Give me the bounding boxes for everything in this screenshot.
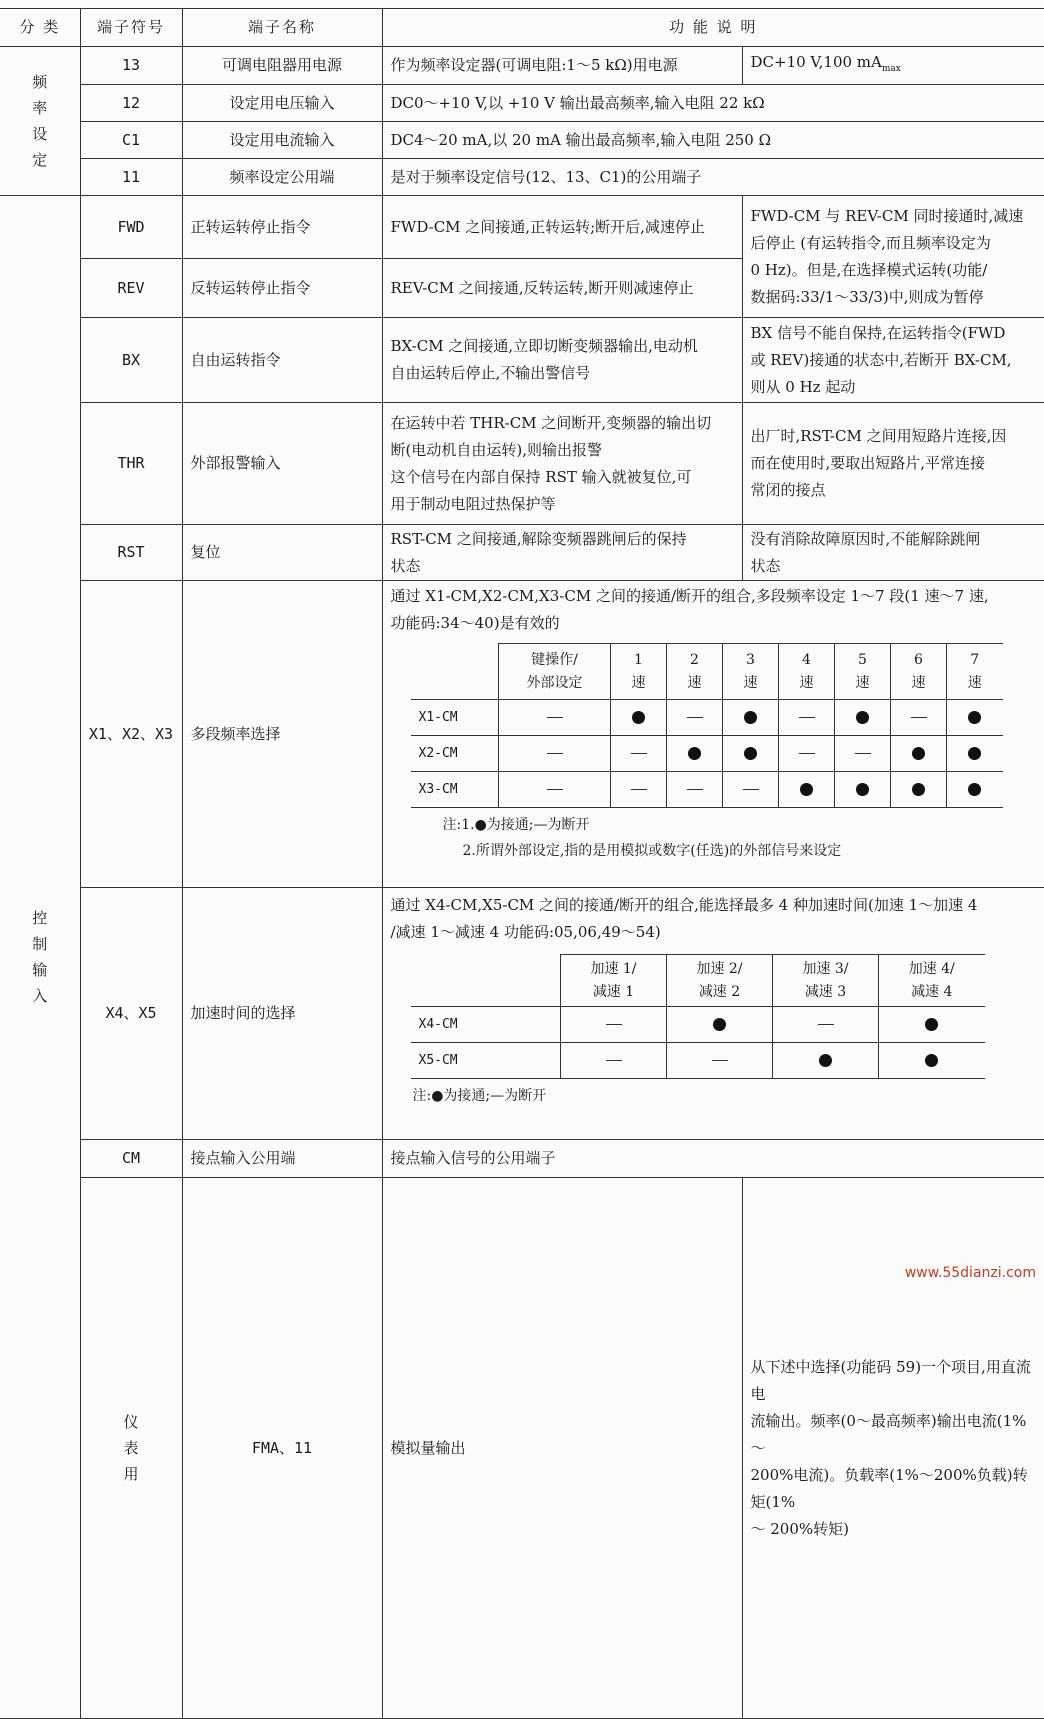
speed-row-label: X2-CM (411, 736, 499, 772)
speed-cell (835, 700, 891, 736)
symbol-12: 12 (80, 85, 182, 122)
name-fwd: 正转运转停止指令 (182, 196, 382, 259)
off-dash (606, 1024, 622, 1025)
speed-unit: 速 (687, 674, 702, 691)
desc-fma (742, 1178, 1044, 1719)
speed-col-header (835, 644, 891, 700)
desc-rst (382, 525, 742, 581)
on-dot (912, 783, 925, 796)
on-dot (856, 783, 869, 796)
desc-cm: 接点输入信号的公用端子 (382, 1140, 1044, 1178)
speed-col-header (667, 644, 723, 700)
symbol-rst: RST (80, 525, 182, 581)
multi-speed-note-1: 注:1.●为接通;—为断开 (442, 817, 590, 833)
symbol-bx: BX (80, 318, 182, 403)
on-dot (968, 747, 981, 760)
note-thr-line: 而在使用时,要取出短路片,平常连接 (750, 454, 986, 472)
desc-thr-line: 断(电动机自由运转),则输出报警 (390, 440, 602, 459)
decel-line: 减速 4 (911, 983, 953, 1000)
on-dot (744, 747, 757, 760)
speed-unit: 速 (911, 674, 926, 691)
symbol-fma: FMA、11 (182, 1178, 382, 1719)
note-rst (742, 525, 1044, 581)
desc-x45 (382, 888, 1044, 1140)
speed-num: 6 (914, 651, 923, 668)
desc-12: DC0～+10 V,以 +10 V 输出最高频率,输入电阻 22 kΩ (382, 85, 1044, 122)
speed-row (411, 700, 1003, 736)
inner-corner (411, 644, 499, 700)
table-row (0, 159, 1044, 196)
accel-line: 加速 1/ (590, 960, 637, 977)
desc-fma-line: 流输出。频率(0～最高频率)输出电流(1%～ (750, 1411, 1027, 1457)
note-fwd-rev-line: 后停止 (有运转指令,而且频率设定为 (750, 233, 991, 252)
speed-cell (611, 772, 667, 808)
accel-line: 加速 2/ (696, 960, 743, 977)
speed-col-header (611, 644, 667, 700)
accel-note: 注:●为接通;—为断开 (412, 1088, 547, 1104)
speed-num: 1 (634, 651, 643, 668)
speed-col-header (891, 644, 947, 700)
off-dash (855, 753, 871, 754)
accel-row (411, 1007, 985, 1043)
note-13 (742, 47, 1044, 85)
note-13-sub: max (881, 63, 901, 74)
decel-line: 减速 2 (698, 983, 741, 1000)
desc-thr-line: 这个信号在内部自保持 RST 输入就被复位,可 (390, 467, 692, 486)
accel-cell (667, 1007, 773, 1043)
off-dash (687, 717, 703, 718)
note-bx-line: 或 REV)接通的状态中,若断开 BX-CM, (750, 350, 1012, 369)
speed-num: 2 (690, 651, 699, 668)
desc-x45-line: 通过 X4-CM,X5-CM 之间的接通/断开的组合,能选择最多 4 种加速时间(加速 1～加速 4 (390, 896, 978, 914)
note-rst-line: 状态 (750, 556, 781, 575)
note-bx-line: BX 信号不能自保持,在运转指令(FWD (750, 323, 1006, 342)
watermark: www.55dianzi.com (904, 1265, 1036, 1281)
desc-fma-line: 200%电流)。负载率(1%～200%负载)转矩(1% (750, 1465, 1028, 1511)
symbol-13: 13 (80, 47, 182, 85)
speed-unit: 速 (743, 674, 758, 691)
accel-cell (667, 1043, 773, 1079)
on-dot (632, 711, 645, 724)
speed-cell (723, 772, 779, 808)
speed-cell (611, 700, 667, 736)
header-symbol: 端子符号 (80, 9, 182, 47)
on-dot (800, 783, 813, 796)
desc-13: 作为频率设定器(可调电阻:1～5 kΩ)用电源 (382, 47, 742, 85)
accel-cell (773, 1007, 879, 1043)
speed-cell (667, 772, 723, 808)
group-control-label: 控制输入 (32, 908, 48, 1005)
group-control (0, 196, 80, 1719)
name-c1: 设定用电流输入 (182, 122, 382, 159)
desc-bx-line: 自由运转后停止,不输出警信号 (390, 364, 591, 382)
name-x123: 多段频率选择 (182, 581, 382, 888)
multi-speed-note-2: 2.所谓外部设定,指的是用模拟或数字(任选)的外部信号来设定 (462, 843, 842, 859)
symbol-11: 11 (80, 159, 182, 196)
note-thr-line: 出厂时,RST-CM 之间用短路片连接,因 (750, 427, 1007, 445)
speed-cell (667, 736, 723, 772)
accel-cell (879, 1007, 985, 1043)
speed-cell (835, 772, 891, 808)
terminal-function-table (0, 8, 1044, 1719)
desc-x123-line: 功能码:34～40)是有效的 (390, 614, 560, 632)
speed-row-label: X1-CM (411, 700, 499, 736)
accel-col-header (773, 955, 879, 1007)
on-dot (819, 1054, 832, 1067)
desc-11: 是对于频率设定信号(12、13、C1)的公用端子 (382, 159, 1044, 196)
note-13-main: DC+10 V,100 mA (750, 52, 882, 71)
group-freq (0, 47, 80, 196)
symbol-cm: CM (80, 1140, 182, 1178)
on-dot (856, 711, 869, 724)
speed-col-header (947, 644, 1003, 700)
off-dash (606, 1060, 622, 1061)
speed-cell (947, 772, 1003, 808)
speed-row (411, 736, 1003, 772)
speed-cell (723, 700, 779, 736)
note-bx-line: 则从 0 Hz 起动 (750, 377, 856, 396)
off-dash (687, 789, 703, 790)
inner-header-row (411, 955, 985, 1007)
on-dot (968, 711, 981, 724)
decel-line: 减速 1 (592, 983, 635, 1000)
header-function: 功 能 说 明 (382, 9, 1044, 47)
desc-x123 (382, 581, 1044, 888)
accel-cell (561, 1007, 667, 1043)
desc-x45-line: /减速 1～减速 4 功能码:05,06,49～54) (390, 923, 661, 941)
desc-bx-line: BX-CM 之间接通,立即切断变频器输出,电动机 (390, 337, 698, 355)
speed-cell (499, 700, 611, 736)
group-meter (80, 1178, 182, 1719)
off-dash (631, 753, 647, 754)
inner-corner (411, 955, 561, 1007)
speed-cell (611, 736, 667, 772)
off-dash (547, 753, 563, 754)
accel-time-body (411, 1007, 985, 1079)
key-operation-header (499, 644, 611, 700)
accel-time-table (411, 954, 985, 1079)
note-thr-line: 常闭的接点 (750, 481, 826, 499)
accel-line: 加速 4/ (908, 960, 955, 977)
off-dash (547, 717, 563, 718)
speed-cell (891, 772, 947, 808)
table-row (0, 47, 1044, 85)
desc-fwd: FWD-CM 之间接通,正转运转;断开后,减速停止 (382, 196, 742, 259)
table-row (0, 403, 1044, 525)
speed-num: 3 (746, 651, 755, 668)
accel-cell (879, 1043, 985, 1079)
on-dot (744, 711, 757, 724)
accel-col-header (879, 955, 985, 1007)
speed-num: 7 (970, 651, 980, 668)
off-dash (818, 1024, 834, 1025)
note-fwd-rev-line: 数据码:33/1～33/3)中,则成为暂停 (750, 287, 984, 306)
group-freq-label: 频率设定 (32, 72, 48, 169)
note-fwd-rev-line: FWD-CM 与 REV-CM 同时接通时,减速 (750, 206, 1024, 225)
multi-speed-body (411, 700, 1003, 808)
speed-col-header (723, 644, 779, 700)
speed-cell (499, 772, 611, 808)
table-row (0, 1178, 1044, 1719)
symbol-x123: X1、X2、X3 (80, 581, 182, 888)
desc-rst-line: RST-CM 之间接通,解除变频器跳闸后的保持 (390, 529, 687, 548)
desc-thr (382, 403, 742, 525)
table-row (0, 1140, 1044, 1178)
desc-rev: REV-CM 之间接通,反转运转,断开则减速停止 (382, 259, 742, 318)
accel-col-header (667, 955, 773, 1007)
note-thr (742, 403, 1044, 525)
table-row (0, 122, 1044, 159)
speed-cell (779, 700, 835, 736)
speed-cell (667, 700, 723, 736)
off-dash (547, 789, 563, 790)
speed-cell (779, 736, 835, 772)
on-dot (713, 1018, 726, 1031)
speed-num: 4 (802, 651, 811, 668)
speed-cell (947, 700, 1003, 736)
on-dot (912, 747, 925, 760)
symbol-c1: C1 (80, 122, 182, 159)
accel-row (411, 1043, 985, 1079)
name-rev: 反转运转停止指令 (182, 259, 382, 318)
desc-thr-line: 用于制动电阻过热保护等 (390, 494, 556, 513)
speed-unit: 速 (631, 674, 646, 691)
speed-cell (891, 736, 947, 772)
off-dash (631, 789, 647, 790)
multi-speed-table (411, 643, 1003, 808)
off-dash (712, 1060, 728, 1061)
speed-unit: 速 (799, 674, 814, 691)
note-rst-line: 没有消除故障原因时,不能解除跳闸 (750, 529, 981, 548)
speed-cell (947, 736, 1003, 772)
speed-row (411, 772, 1003, 808)
speed-cell (499, 736, 611, 772)
speed-col-header (779, 644, 835, 700)
off-dash (743, 789, 759, 790)
symbol-thr: THR (80, 403, 182, 525)
name-12: 设定用电压输入 (182, 85, 382, 122)
desc-c1: DC4～20 mA,以 20 mA 输出最高频率,输入电阻 250 Ω (382, 122, 1044, 159)
table-row (0, 888, 1044, 1140)
symbol-rev: REV (80, 259, 182, 318)
speed-cell (723, 736, 779, 772)
name-fma: 模拟量输出 (382, 1178, 742, 1719)
on-dot (925, 1054, 938, 1067)
inner-header-row (411, 644, 1003, 700)
top-band (0, 0, 1044, 8)
off-dash (911, 717, 927, 718)
key-operation-line: 外部设定 (526, 674, 583, 691)
table-row (0, 581, 1044, 888)
header-name: 端子名称 (182, 9, 382, 47)
name-bx: 自由运转指令 (182, 318, 382, 403)
accel-line: 加速 3/ (802, 960, 849, 977)
table-row (0, 318, 1044, 403)
symbol-x45: X4、X5 (80, 888, 182, 1140)
speed-num: 5 (858, 651, 867, 668)
desc-bx (382, 318, 742, 403)
speed-unit: 速 (855, 674, 870, 691)
speed-cell (891, 700, 947, 736)
name-rst: 复位 (182, 525, 382, 581)
speed-cell (835, 736, 891, 772)
note-fwd-rev-line: 0 Hz)。但是,在选择模式运转(功能/ (750, 260, 988, 279)
desc-fma-line: 从下述中选择(功能码 59)一个项目,用直流电 (750, 1357, 1031, 1403)
off-dash (799, 753, 815, 754)
on-dot (925, 1018, 938, 1031)
name-thr: 外部报警输入 (182, 403, 382, 525)
note-bx (742, 318, 1044, 403)
name-13: 可调电阻器用电源 (182, 47, 382, 85)
accel-row-label: X5-CM (411, 1043, 561, 1079)
on-dot (968, 783, 981, 796)
table-row (0, 85, 1044, 122)
desc-rst-line: 状态 (390, 556, 421, 575)
speed-unit: 速 (967, 674, 982, 691)
desc-fma-line: ～ 200%转矩) (750, 1519, 850, 1538)
symbol-fwd: FWD (80, 196, 182, 259)
name-x45: 加速时间的选择 (182, 888, 382, 1140)
decel-line: 减速 3 (804, 983, 847, 1000)
name-cm: 接点输入公用端 (182, 1140, 382, 1178)
speed-row-label: X3-CM (411, 772, 499, 808)
table-header-row (0, 9, 1044, 47)
accel-cell (773, 1043, 879, 1079)
accel-row-label: X4-CM (411, 1007, 561, 1043)
desc-thr-line: 在运转中若 THR-CM 之间断开,变频器的输出切 (390, 413, 712, 432)
table-row (0, 525, 1044, 581)
group-meter-label: 仪表用 (123, 1412, 139, 1483)
key-operation-line: 键操作/ (531, 651, 578, 668)
on-dot (688, 747, 701, 760)
off-dash (799, 717, 815, 718)
name-11: 频率设定公用端 (182, 159, 382, 196)
accel-col-header (561, 955, 667, 1007)
table-row (0, 196, 1044, 259)
header-category: 分 类 (0, 9, 80, 47)
desc-x123-line: 通过 X1-CM,X2-CM,X3-CM 之间的接通/断开的组合,多段频率设定 1～7 段(1 速～7 速, (390, 587, 989, 605)
accel-cell (561, 1043, 667, 1079)
speed-cell (779, 772, 835, 808)
note-fwd-rev (742, 196, 1044, 318)
